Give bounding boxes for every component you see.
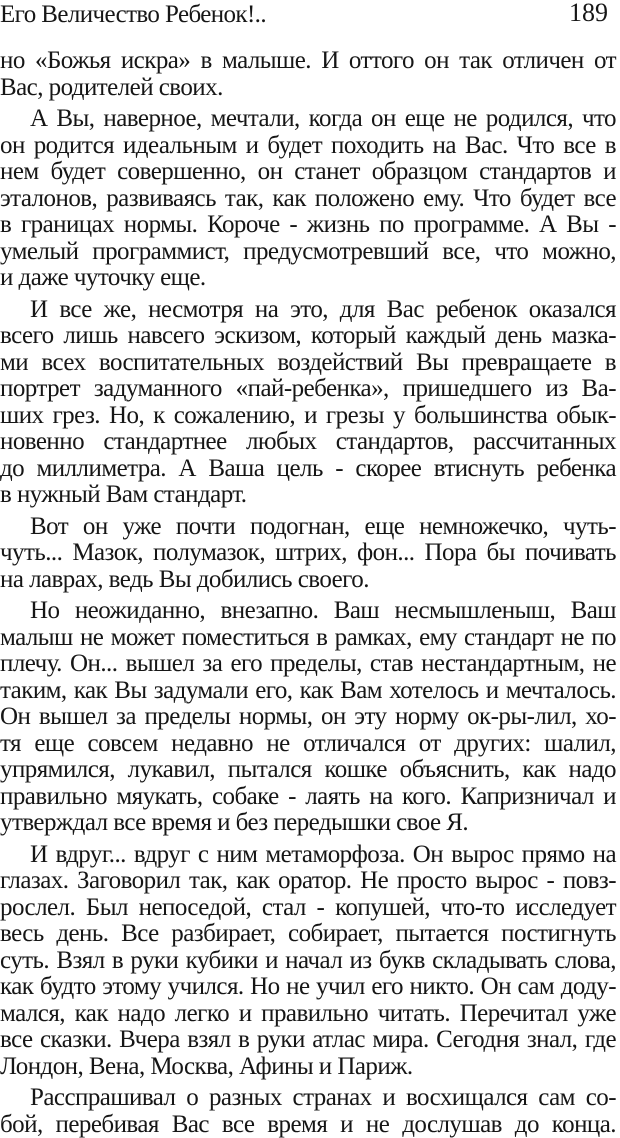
text-line: глазах. Заговорил так, как оратор. Не просто вырос - повз- [0, 868, 616, 895]
paragraph [0, 514, 616, 594]
text-line: ми всех воспитательных воздействий Вы превращаете в [0, 350, 616, 377]
text-line: Но неожиданно, внезапно. Ваш несмышленыш, Ваш [0, 598, 616, 625]
text-line: правильно мяукать, собаке - лаять на кого. Капризничал и [0, 784, 616, 811]
text-line: плечу. Он... вышел за его пределы, став нестандартным, не [0, 651, 616, 678]
text-line: эталонов, развиваясь так, как положено ему. Что будет все [0, 186, 616, 213]
paragraph [0, 1085, 616, 1138]
paragraph [0, 48, 616, 101]
text-line: тя еще совсем недавно не отличался от других: шалил, [0, 731, 616, 758]
text-line: И вдруг... вдруг с ним метаморфоза. Он вырос прямо на [0, 842, 616, 869]
text-line: бой, перебивая Вас все время и не дослушав до конца. [0, 1112, 616, 1138]
text-line: Лондон, Вена, Москва, Афины и Париж. [0, 1054, 616, 1081]
text-line: все сказки. Вчера взял в руки атлас мира. Сегодня знал, где [0, 1027, 616, 1054]
text-line: всего лишь навсего эскизом, который каждый день мазка- [0, 323, 616, 350]
text-line: новенно стандартнее любых стандартов, рассчитанных [0, 429, 616, 456]
text-line: портрет задуманного «пай-ребенка», пришедшего из Ва- [0, 376, 616, 403]
text-line: рослел. Был непоседой, стал - копушей, что-то исследует [0, 895, 616, 922]
text-line: упрямился, лукавил, пытался кошке объяснить, как надо [0, 757, 616, 784]
text-line: А Вы, наверное, мечтали, когда он еще не родился, что [0, 106, 616, 133]
text-line: ших грез. Но, к сожалению, и грезы у большинства обык- [0, 403, 616, 430]
paragraph [0, 842, 616, 1081]
text-line: Он вышел за пределы нормы, он эту норму ок-ры-лил, хо- [0, 704, 616, 731]
page-header [0, 0, 620, 40]
paragraph [0, 297, 616, 509]
text-line: малыш не может поместиться в рамках, ему стандарт не по [0, 625, 616, 652]
text-line: на лаврах, ведь Вы добились своего. [0, 567, 616, 594]
text-line: в границах нормы. Короче - жизнь по программе. А Вы - [0, 212, 616, 239]
text-line: суть. Взял в руки кубики и начал из букв складывать слова, [0, 948, 616, 975]
paragraph [0, 598, 616, 837]
paragraph [0, 106, 616, 292]
book-text-body [0, 48, 616, 1138]
text-line: таким, как Вы задумали его, как Вам хотелось и мечталось. [0, 678, 616, 705]
text-line: умелый программист, предусмотревший все, что можно, [0, 239, 616, 266]
text-line: Вот он уже почти подогнан, еще немножечко, чуть- [0, 514, 616, 541]
text-line: чуть... Мазок, полумазок, штрих, фон... Пора бы почивать [0, 540, 616, 567]
running-title: Его Величество Ребенок!.. [0, 0, 266, 30]
text-line: и даже чуточку еще. [0, 265, 616, 292]
text-line: до миллиметра. А Ваша цель - скорее втиснуть ребенка [0, 456, 616, 483]
text-line: нем будет совершенно, он станет образцом стандартов и [0, 159, 616, 186]
text-line: как будто этому учился. Но не учил его никто. Он сам доду- [0, 974, 616, 1001]
text-line: И все же, несмотря на это, для Вас ребенок оказался [0, 297, 616, 324]
text-line: весь день. Все разбирает, собирает, пытается постигнуть [0, 921, 616, 948]
text-line: Расспрашивал о разных странах и восхищался сам со- [0, 1085, 616, 1112]
text-line: мался, как надо легко и правильно читать. Перечитал уже [0, 1001, 616, 1028]
text-line: утверждал все время и без передышки свое Я. [0, 810, 616, 837]
page-number: 189 [569, 0, 608, 28]
text-line: в нужный Вам стандарт. [0, 482, 616, 509]
text-line: он родится идеальным и будет походить на Вас. Что все в [0, 133, 616, 160]
text-line: Вас, родителей своих. [0, 75, 616, 102]
text-line: но «Божья искра» в малыше. И оттого он так отличен от [0, 48, 616, 75]
